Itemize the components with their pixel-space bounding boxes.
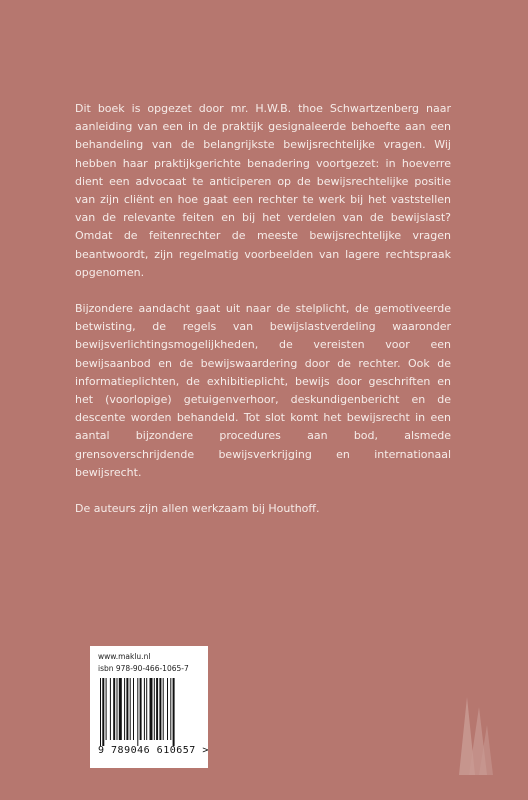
blurb-paragraph-3: De auteurs zijn allen werkzaam bij Houthoff. bbox=[75, 502, 320, 516]
barcode-digits: 9 789046 610657 > bbox=[98, 745, 209, 756]
barcode-panel bbox=[90, 646, 208, 768]
publisher-logo-icon bbox=[455, 695, 495, 777]
publisher-url: www.maklu.nl bbox=[98, 652, 151, 661]
isbn-label: isbn 978-90-466-1065-7 bbox=[98, 664, 189, 673]
blurb-paragraph-2: Bijzondere aandacht gaat uit naar de stelplicht, de gemotiveerde betwisting, de regels van bewijslastverdeling waaronder bewijsverlichtingsmogelijkheden, de vereisten voor een bewijsaanbod en de bewijswaardering door de rechter. Ook de informatieplichten, de exhibitieplicht, bewijs door geschriften en het (voorlopige) getuigenverhoor, deskundigenbericht en de descente worden behandeld. Tot slot komt het bewijsrecht in een aantal bijzondere procedures aan bod, alsmede grensoverschrijdende bewijsverkrijging en internationaal bewijsrecht. bbox=[75, 302, 451, 479]
barcode-bars bbox=[100, 678, 196, 746]
blurb-text bbox=[75, 100, 451, 536]
blurb-paragraph-1: Dit boek is opgezet door mr. H.W.B. thoe Schwartzenberg naar aanleiding van een in de praktijk gesignaleerde behoefte aan een behandeling van de belangrijkste bewijsrechtelijke vragen. Wij hebben haar praktijkgerichte benadering voortgezet: in hoeverre dient een advocaat te anticiperen op de bewijsrechtelijke positie van zijn cliënt en hoe gaat een rechter te werk bij het vaststellen van de relevante feiten en bij het verdelen van de bewijslast? Omdat de feitenrechter de meeste bewijsrechtelijke vragen beantwoordt, zijn regelmatig voorbeelden van lagere rechtspraak opgenomen. bbox=[75, 102, 451, 279]
